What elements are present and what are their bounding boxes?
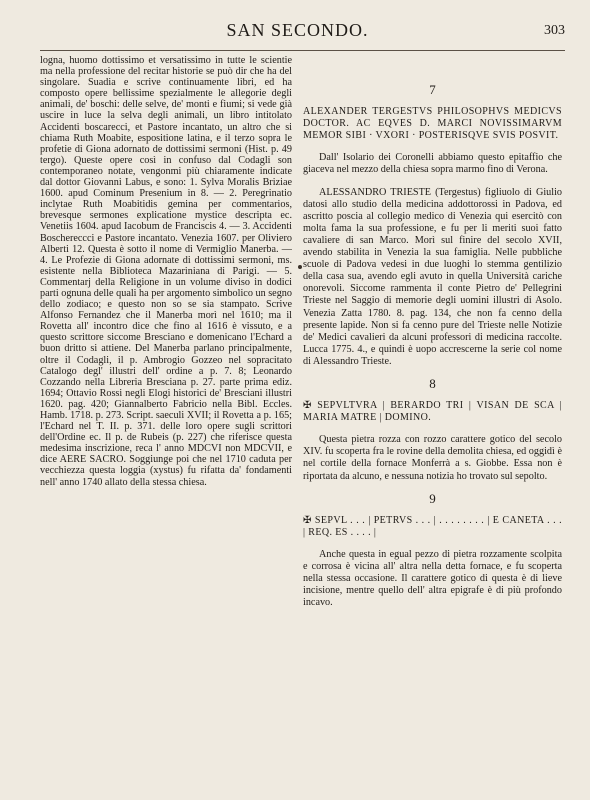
running-title: SAN SECONDO. [226, 20, 369, 40]
page-number: 303 [544, 23, 565, 38]
ink-mark [298, 265, 302, 269]
section-number-7: 7 [429, 84, 436, 97]
page-header [30, 8, 565, 44]
left-column-text: logna, huomo dottissimo et versatissimo in tutte le scientie ma nella professione del recitar historie se può dir che ha del singolare. Suadia e scrive continuamente libri, ed ha composto opere bellissime spezialmente le allegorie degli animali, de' boschi: delle selve, de' monti e fiumi; si vede già uscire in luce la selva degli animali, un libro intitolato Accidenti boscarecci, et Pastore incantato, un altro che si chiama Ruth Moabite, espositione latina, e il terzo sopra le profetie di Giona adornato de dottissimi sermoni (Hist. p. 49 tergo). Queste opere così in confuso dal Codagli son contemporaneo notate, vengonmi più chiaramente indicate dal dottor Giovanni Labus, e sono: 1. Sylva Moralis Briziae 1600. apud Cominum Presenium in 8. — 2. Peregrinatio inclytae Ruth Moabitidis gemina per commentarios, brevesque sermones explicatione mystice descripta ec. Venetiis 1604. apud Iacobum de Franciscis 4. — 3. Accidenti Boschereccci e Pastore incantato. Venezia 1607. per Oliviero Alberti 12. Questa è sotto il nome di Vermiglio Manerba. — 4. Le Profezie di Giona adornate di dottissimi sermoni, ms. esistente nella Biblioteca Mazariniana di Parigi. — 5. Commentarj della Religione in un volume diviso in dodici parti ognuna delle quali ha per argomento simbolico un segno dello zodiaco; e questo non so se sia stampato. Scrive Alfonso Fernandez che il Manerba morì nel 1610; ma il Rovetta all' incontro dice che fino al 1616 è vissuto, e a questo scrittore siccome Bresciano e domenicano l'Echard a buon dritto si attiene. Del Manerba parlano principalmente, oltre il Codagli, il p. Ambrogio Gozzeo nel sopracitato Catalogo degl' illustri dell' ordine a p. 7. 8; Leonardo Cozzando nella Libreria Bresciana p. 27. parte prima ediz. 1694; Ottavio Rossi negli Elogi historici de' Bresciani illustri 1620. pag. 420; Giannalberto Fabricio nella Bibl. Eccles. Hamb. 1718. p. 273. Script. saeculi XVII; il Rovetta a p. 165; l'Echard nel T. II. p. 371. delle loro opere sugli scrittori dell'Ordine ec. Il p. de Rubeis (p. 227) che riferisce questa medesima inscrizione, reca l' anno MDCVI non MDCVII, e dice AERE SACRO. Soggiunge poi che nel 1710 caduta per vecchiezza questa loggia (xystus) fu rifatta da' fondamenti nell' anno 1740 allato della stessa chiesa. [40, 55, 292, 488]
inscription-7: ALEXANDER TERGESTVS PHILOSOPHVS MEDICVS DOCTOR. AC EQVES D. MARCI NOVISSIMARVM MEMOR SIBI · VXORI · POSTERISQVE SVIS POSVIT. [303, 106, 562, 142]
section-8-paragraph-1: Questa pietra rozza con rozzo carattere gotico del secolo XIV. fu scoperta fra le rovine della demolita chiesa, ed oggidì è nel cortile della fornace Monferrà a s. Giobbe. Essa non è riportata da alcuno, e nessuna notizia ho trovato sul sepolto. [303, 434, 562, 482]
section-9-paragraph-1: Anche questa in egual pezzo di pietra rozzamente scolpita e corrosa è vicina all' altra nella detta fornace, e fu scoperta nella stessa occasione. Il carattere gotico di questa è di lieve incisione, mentre quello dell' altra epigrafe è di più profondo incavo. [303, 548, 562, 609]
right-column [303, 84, 562, 724]
section-number-9: 9 [429, 490, 436, 506]
section-7-paragraph-2: ALESSANDRO TRIESTE (Tergestus) figliuolo di Giulio datosi allo studio della medicina addottorossi in Padova, ed ascritto poscia al collegio medico di Venezia qui esercitò con molta fama la sua professione, e fu per li meriti suoi fatto cavaliere di san Marco. Morì sul finire del secolo XVII, avendo stabilita in Venezia la sua famiglia. Nelle pubbliche scuole di Padova vedesi in due luoghi lo stemma gentilizio della casa sua, avendo egli avuto in quella Università cariche onorevoli. Siccome rammenta il conte Pietro de' Pellegrini Trieste nel Saggio di memorie degli uomini illustri di Asolo. Venezia Zatta 1780. 8. pag. 134, che non fa cenno della presente lapide. Non si fa cenno pure del Trieste nelle Notizie de' Medici cavalieri da alcuni professori di medicina raccolte. Lucca 1775. 4., e quindi è uopo accrescerne la serie col nome di Alessandro Trieste. [303, 186, 562, 367]
inscription-9: ✠ SEPVL . . . | PETRVS . . . | . . . . . . . . | E CANETA . . . | REQ. ES . . . . | [303, 514, 562, 538]
inscription-8: ✠ SEPVLTVRA | BERARDO TRI | VISAN DE SCA | MARIA MATRE | DOMINO. [303, 400, 562, 424]
section-number-8: 8 [429, 375, 436, 391]
left-column [40, 55, 292, 755]
header-rule [40, 50, 565, 51]
section-7-paragraph-1: Dall' Isolario dei Coronelli abbiamo questo epitaffio che giaceva nel mezzo della chiesa sopra marmo fino di Verona. [303, 152, 562, 176]
